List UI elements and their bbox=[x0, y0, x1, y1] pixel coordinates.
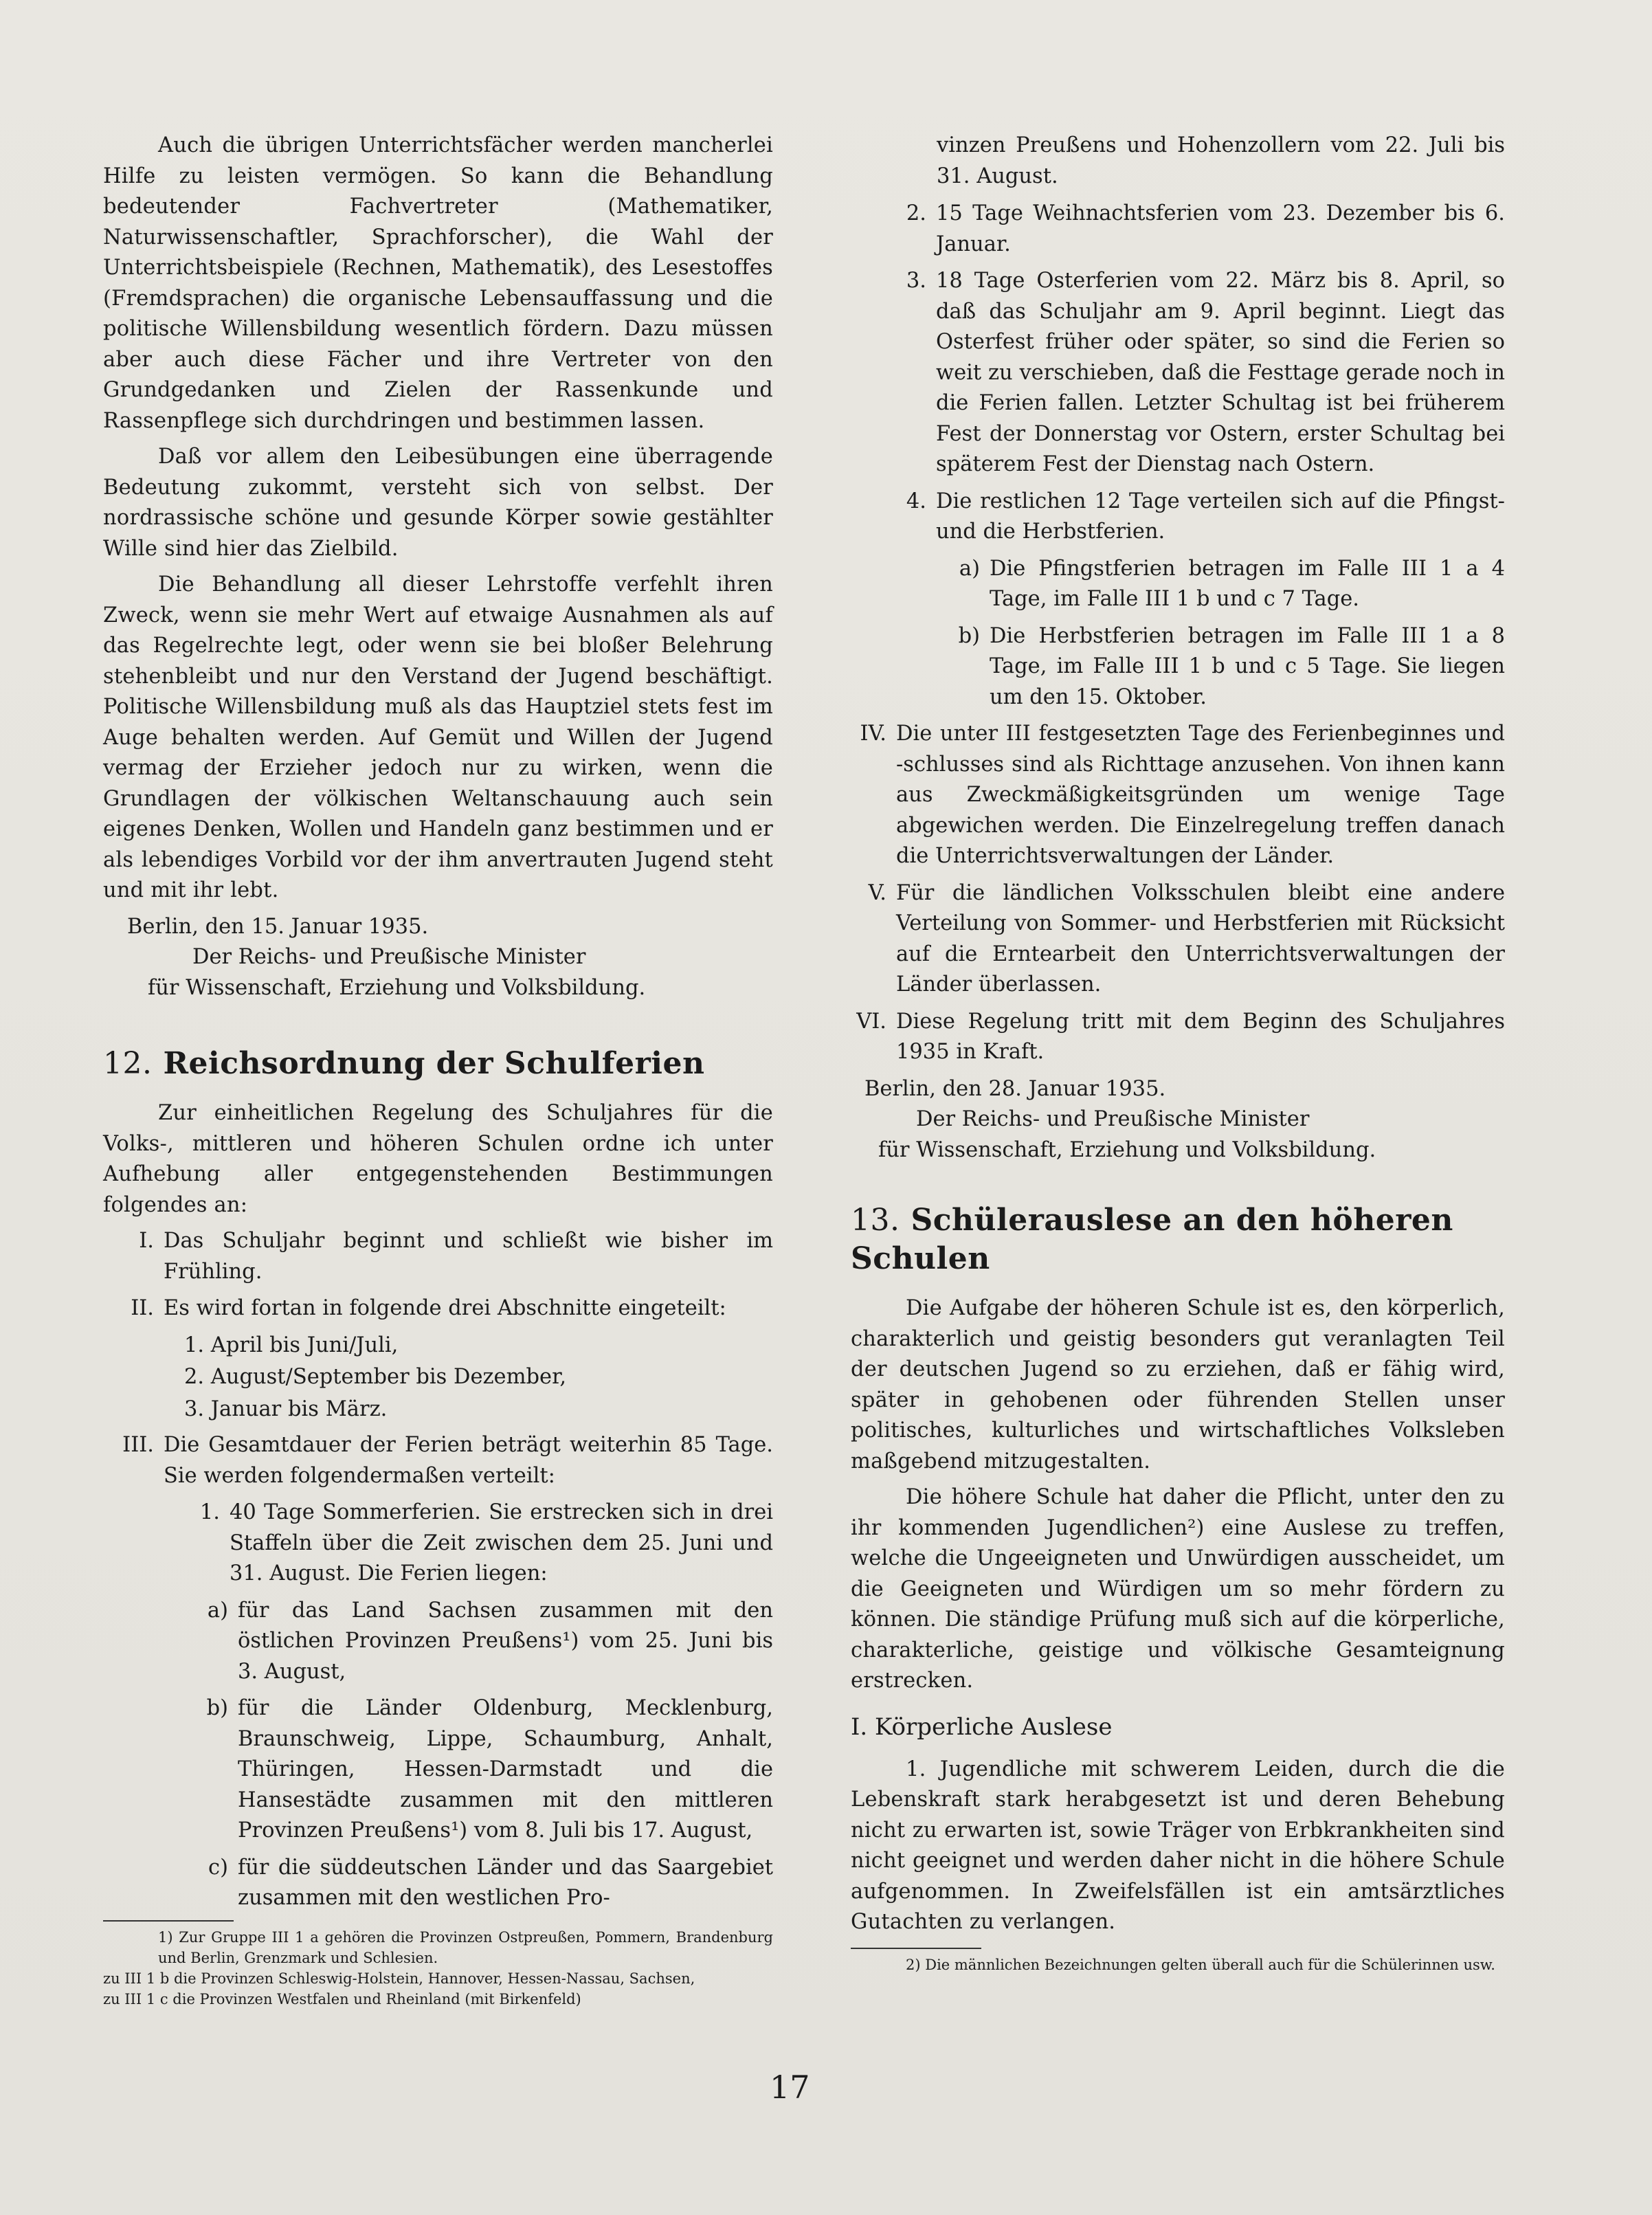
signature-block-2 bbox=[851, 1074, 1505, 1166]
paragraph-treatment: Die Behandlung all dieser Lehrstoffe verfehlt ihren Zweck, wenn sie mehr Wert auf etwaige Ausnahmen als auf das Regelrechte legt, oder wenn sie bei bloßer Belehrung stehenbleibt und nur den Verstand der Jugend beschäftigt. Politische Willensbildung muß als das Hauptziel stets fest im Auge behalten werden. Auf Gemüt und Willen der Jugend vermag der Erzieher jedoch nur zu wirken, wenn die Grundlagen der völkischen Weltanschauung auch sein eigenes Denken, Wollen und Handeln ganz bestimmen und er als lebendiges Vorbild vor der ihm anvertrauten Jugend steht und mit ihr lebt. bbox=[103, 572, 773, 902]
item-label: 1. bbox=[199, 1500, 220, 1524]
item-text: Diese Regelung tritt mit dem Beginn des Schuljahres 1935 in Kraft. bbox=[896, 1009, 1505, 1064]
list-item-4 bbox=[851, 487, 1505, 548]
left-column bbox=[103, 131, 773, 2010]
term-3: 3. Januar bis März. bbox=[184, 1396, 388, 1421]
item-label: b) bbox=[958, 623, 980, 648]
item-label: 4. bbox=[906, 489, 926, 513]
continuation-text: vinzen Preußens und Hohenzollern vom 22. Juli bis 31. August. bbox=[937, 133, 1505, 188]
item-text: Die unter III festgesetzten Tage des Ferienbeginnes und -schlusses sind als Richttage anzusehen. Von ihnen kann aus Zweckmäßigkeitsgründen um wenige Tage abgewichen werden. Die Einzelregelung treffen danach die Unterrichtsverwaltungen der Länder. bbox=[896, 722, 1505, 868]
item-text: für die Länder Oldenburg, Mecklenburg, Braunschweig, Lippe, Schaumburg, Anhalt, Thüringen, Hessen-Darmstadt und die Hansestädte zusammen mit den mittleren Provinzen Preußens¹) vom 8. Juli bis 17. August, bbox=[238, 1696, 773, 1843]
list-item-a bbox=[192, 1596, 773, 1688]
item-text: Es wird fortan in folgende drei Abschnitte eingeteilt: bbox=[164, 1296, 726, 1320]
section-heading-12 bbox=[103, 1045, 773, 1083]
right-column bbox=[851, 131, 1505, 1975]
list-item-2 bbox=[851, 199, 1505, 260]
signature-block-1 bbox=[103, 912, 773, 1004]
footnote-1 bbox=[103, 1927, 773, 2010]
list-item-I bbox=[107, 1226, 773, 1287]
list-item-III-1 bbox=[172, 1498, 773, 1590]
item-label: III. bbox=[122, 1433, 154, 1457]
paragraph-physical-selection: 1. Jugendliche mit schwerem Leiden, durch die die Lebenskraft stark herabgesetzt ist und deren Behebung nicht zu erwarten ist, sowie Träger von Erbkrankheiten sind nicht geeignet und werden daher nicht in die höhere Schule aufgenommen. In Zweifelsfällen ist ein amtsärztliches Gutachten zu verlangen. bbox=[851, 1757, 1505, 1934]
footnote-1-line-a: 1) Zur Gruppe III 1 a gehören die Provinzen Ostpreußen, Pommern, Brandenburg und Berlin, Grenzmark und Schlesien. bbox=[158, 1928, 773, 1966]
item-label: a) bbox=[207, 1598, 228, 1623]
item-label: I. bbox=[139, 1229, 154, 1253]
paragraph-subjects: Auch die übrigen Unterrichtsfächer werden mancherlei Hilfe zu leisten vermögen. So kann die Behandlung bedeutender Fachvertreter (Mathematiker, Naturwissenschaftler, Sprachforscher), die Wahl der Unterrichtsbeispiele (Rechnen, Mathematik), des Lesestoffes (Fremdsprachen) die organische Lebensauffassung und die politische Willensbildung wesentlich fördern. Dazu müssen aber auch diese Fächer und ihre Vertreter von den Grundgedanken und Zielen der Rassenkunde und Rassenpflege sich durchdringen und bestimmen lassen. bbox=[103, 133, 773, 433]
subsection-heading: I. Körperliche Auslese bbox=[851, 1713, 1113, 1741]
item-label: 2. bbox=[906, 201, 926, 225]
list-item-IV bbox=[851, 719, 1505, 872]
section-number: 12. bbox=[103, 1046, 153, 1081]
section-title: Reichsordnung der Schulferien bbox=[163, 1046, 705, 1081]
signature-minister: Der Reichs- und Preußische Minister bbox=[916, 1107, 1310, 1131]
item-text: Für die ländlichen Volksschulen bleibt eine andere Verteilung von Sommer- und Herbstferien mit Rücksicht auf die Erntearbeit den Unterrichtsverwaltungen der Länder überlassen. bbox=[896, 880, 1505, 997]
section-heading-13 bbox=[851, 1201, 1505, 1278]
signature-ministry: für Wissenschaft, Erziehung und Volksbildung. bbox=[148, 975, 646, 1000]
section-title: Schülerauslese an den höheren Schulen bbox=[851, 1203, 1453, 1276]
item-label: a) bbox=[959, 556, 980, 581]
list-item-VI bbox=[851, 1007, 1505, 1068]
list-item-c bbox=[192, 1853, 773, 1914]
signature-place-date: Berlin, den 15. Januar 1935. bbox=[127, 914, 429, 939]
section-number: 13. bbox=[851, 1203, 900, 1238]
item-label: V. bbox=[868, 880, 886, 905]
signature-ministry: für Wissenschaft, Erziehung und Volksbildung. bbox=[878, 1137, 1376, 1162]
item-text: Das Schuljahr beginnt und schließt wie bisher im Frühling. bbox=[164, 1229, 773, 1284]
item-label: c) bbox=[208, 1855, 228, 1880]
footnote-1-line-c: zu III 1 c die Provinzen Westfalen und Rheinland (mit Birkenfeld) bbox=[103, 1990, 581, 2007]
footnote-rule bbox=[103, 1920, 234, 1922]
item-text: Die Pfingstferien betragen im Falle III 1 a 4 Tage, im Falle III 1 b und c 7 Tage. bbox=[990, 556, 1505, 611]
item-text: 18 Tage Osterferien vom 22. März bis 8. April, so daß das Schuljahr am 9. April beginnt. Liegt das Osterfest früher oder später, so sind die Ferien so weit zu verschieben, daß die Festtage gerade noch in die Ferien fallen. Letzter Schultag ist bei früherem Fest der Donnerstag vor Ostern, erster Schultag bei späterem Fest der Dienstag nach Ostern. bbox=[936, 269, 1505, 476]
signature-minister: Der Reichs- und Preußische Minister bbox=[192, 945, 586, 969]
item-label: 3. bbox=[906, 269, 926, 293]
item-text: 40 Tage Sommerferien. Sie erstrecken sich in drei Staffeln über die Zeit zwischen dem 25. Juni und 31. August. Die Ferien liegen: bbox=[230, 1500, 773, 1585]
list-item-3 bbox=[851, 266, 1505, 480]
term-1: 1. April bis Juni/Juli, bbox=[184, 1333, 399, 1357]
list-item-b bbox=[192, 1693, 773, 1847]
paragraph-intro: Zur einheitlichen Regelung des Schuljahres für die Volks-, mittleren und höheren Schulen ordne ich unter Aufhebung aller entgegenstehenden Bestimmungen folgendes an: bbox=[103, 1101, 773, 1217]
term-list bbox=[184, 1331, 773, 1425]
item-text: Die restlichen 12 Tage verteilen sich auf die Pfingst- und die Herbstferien. bbox=[936, 489, 1505, 544]
footnote-1-line-b: zu III 1 b die Provinzen Schleswig-Holstein, Hannover, Hessen-Nassau, Sachsen, bbox=[103, 1970, 695, 1987]
item-label: II. bbox=[131, 1296, 154, 1320]
footnote-rule bbox=[851, 1948, 981, 1949]
item-text: Die Herbstferien betragen im Falle III 1 a 8 Tage, im Falle III 1 b und c 5 Tage. Sie liegen um den 15. Oktober. bbox=[990, 623, 1505, 709]
page-number: 17 bbox=[770, 2069, 810, 2106]
list-item-V bbox=[851, 878, 1505, 1001]
signature-place-date: Berlin, den 28. Januar 1935. bbox=[864, 1076, 1166, 1101]
item-label: VI. bbox=[856, 1009, 886, 1034]
paragraph-task: Die Aufgabe der höheren Schule ist es, den körperlich, charakterlich und geistig besonders gut veranlagten Teil der deutschen Jugend so zu erziehen, daß er fähig wird, später in gehobenen oder führenden Stellen unser politisches, kulturliches und wirtschaftliches Volksleben maßgebend mitzugestalten. bbox=[851, 1296, 1505, 1473]
list-item-4b bbox=[940, 621, 1505, 713]
item-label: IV. bbox=[860, 722, 886, 746]
footnote-2 bbox=[851, 1955, 1505, 1975]
list-item-III bbox=[107, 1430, 773, 1491]
paragraph-physical-exercise: Daß vor allem den Leibesübungen eine überragende Bedeutung zukommt, versteht sich von selbst. Der nordrassische schöne und gesunde Körper sowie gestählter Wille sind hier das Zielbild. bbox=[103, 445, 773, 561]
term-2: 2. August/September bis Dezember, bbox=[184, 1365, 567, 1389]
item-text: für das Land Sachsen zusammen mit den östlichen Provinzen Preußens¹) vom 25. Juni bis 3. August, bbox=[238, 1598, 773, 1684]
list-item-4a bbox=[940, 554, 1505, 615]
item-text: für die süddeutschen Länder und das Saargebiet zusammen mit den westlichen Pro- bbox=[238, 1855, 773, 1910]
item-label: b) bbox=[206, 1696, 228, 1720]
item-text: 15 Tage Weihnachtsferien vom 23. Dezember bis 6. Januar. bbox=[936, 201, 1505, 256]
footnote-2-text: 2) Die männlichen Bezeichnungen gelten überall auch für die Schülerinnen usw. bbox=[906, 1956, 1495, 1973]
list-item-II bbox=[107, 1293, 773, 1324]
item-text: Die Gesamtdauer der Ferien beträgt weiterhin 85 Tage. Sie werden folgendermaßen verteilt: bbox=[164, 1433, 773, 1488]
paragraph-duty: Die höhere Schule hat daher die Pflicht, unter den zu ihr kommenden Jugendlichen²) eine Auslese zu treffen, welche die Ungeeigneten und Unwürdigen ausscheidet, um die Geeigneten und Würdigen um so mehr fördern zu können. Die ständige Prüfung muß sich auf die körperliche, charakterliche, geistige und völkische Gesamteignung erstrecken. bbox=[851, 1485, 1505, 1693]
